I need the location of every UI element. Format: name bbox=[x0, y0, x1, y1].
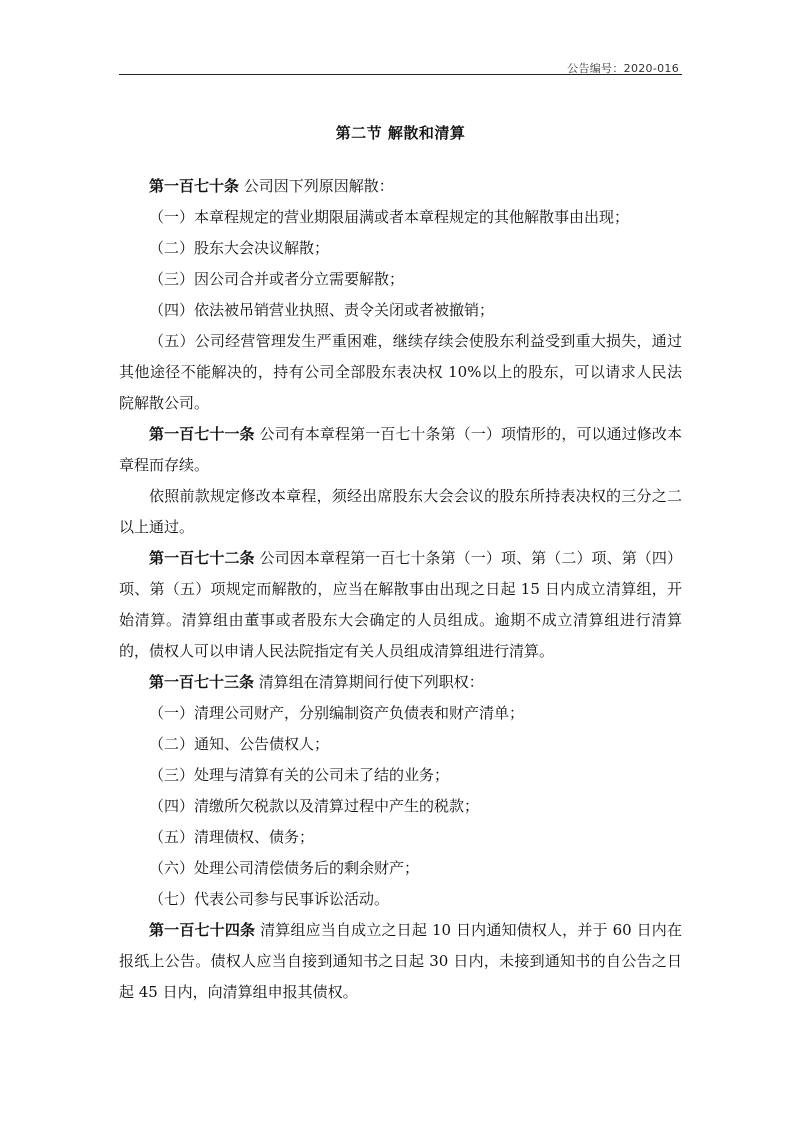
list-item bbox=[119, 326, 682, 419]
paragraph-text: （一）清理公司财产，分别编制资产负债表和财产清单； bbox=[149, 704, 525, 722]
section-title: 第二节 解散和清算 bbox=[335, 124, 466, 142]
list-item bbox=[119, 791, 682, 822]
list-item bbox=[119, 853, 682, 884]
header-rule bbox=[119, 74, 682, 75]
paragraph-text: （二）通知、公告债权人； bbox=[149, 735, 330, 753]
list-item bbox=[119, 760, 682, 791]
paragraph-text: （四）依法被吊销营业执照、责令关闭或者被撤销； bbox=[149, 301, 495, 319]
list-item bbox=[119, 264, 682, 295]
document-body bbox=[119, 171, 682, 1008]
article-number: 第一百七十一条 bbox=[149, 425, 255, 443]
list-item bbox=[119, 698, 682, 729]
paragraph-text: （六）处理公司清偿债务后的剩余财产； bbox=[149, 859, 420, 877]
paragraph-text: 依照前款规定修改本章程，须经出席股东大会会议的股东所持表决权的三分之二以上通过。 bbox=[119, 487, 682, 536]
paragraph-text: 公司因下列原因解散： bbox=[239, 177, 394, 195]
paragraph-text: 清算组应当自成立之日起 10 日内通知债权人，并于 60 日内在报纸上公告。债权人应当自接到通知书之日起 30 日内，未接到通知书的自公告之日起 45 日内，向清算组申报其债权。 bbox=[119, 921, 682, 1001]
paragraph bbox=[119, 481, 682, 543]
paragraph-text: （七）代表公司参与民事诉讼活动。 bbox=[149, 890, 390, 908]
notice-number: 公告编号：2020-016 bbox=[567, 62, 679, 75]
paragraph-text: （三）因公司合并或者分立需要解散； bbox=[149, 270, 405, 288]
paragraph-text: 清算组在清算期间行使下列职权： bbox=[254, 673, 484, 691]
paragraph-text: （三）处理与清算有关的公司未了结的业务； bbox=[149, 766, 450, 784]
article-number: 第一百七十三条 bbox=[149, 673, 255, 691]
paragraph-174 bbox=[119, 915, 682, 1008]
paragraph-170 bbox=[119, 171, 682, 202]
paragraph-text: 公司因本章程第一百七十条第（一）项、第（二）项、第（四）项、第（五）项规定而解散的，应当在解散事由出现之日起 15 日内成立清算组，开始清算。清算组由董事或者股东大会确定的人员组成。逾期不成立清算组进行清算的，债权人可以申请人民法院指定有关人员组成清算组进行清算。 bbox=[119, 549, 682, 660]
list-item bbox=[119, 729, 682, 760]
article-number: 第一百七十四条 bbox=[149, 921, 256, 939]
list-item bbox=[119, 202, 682, 233]
paragraph-171 bbox=[119, 419, 682, 481]
paragraph-text: （四）清缴所欠税款以及清算过程中产生的税款； bbox=[149, 797, 480, 815]
paragraph-text: （一）本章程规定的营业期限届满或者本章程规定的其他解散事由出现； bbox=[149, 208, 630, 226]
paragraph-text: （五）清理债权、债务； bbox=[149, 828, 315, 846]
article-number: 第一百七十条 bbox=[149, 177, 240, 195]
list-item bbox=[119, 295, 682, 326]
article-number: 第一百七十二条 bbox=[149, 549, 255, 567]
paragraph-173 bbox=[119, 667, 682, 698]
paragraph-text: （五）公司经营管理发生严重困难，继续存续会使股东利益受到重大损失，通过其他途径不能解决的，持有公司全部股东表决权 10%以上的股东，可以请求人民法院解散公司。 bbox=[119, 332, 682, 412]
paragraph-text: （二）股东大会决议解散； bbox=[149, 239, 330, 257]
list-item bbox=[119, 884, 682, 915]
list-item bbox=[119, 822, 682, 853]
paragraph-172 bbox=[119, 543, 682, 667]
list-item bbox=[119, 233, 682, 264]
paragraph-text: 公司有本章程第一百七十条第（一）项情形的，可以通过修改本章程而存续。 bbox=[119, 425, 682, 474]
